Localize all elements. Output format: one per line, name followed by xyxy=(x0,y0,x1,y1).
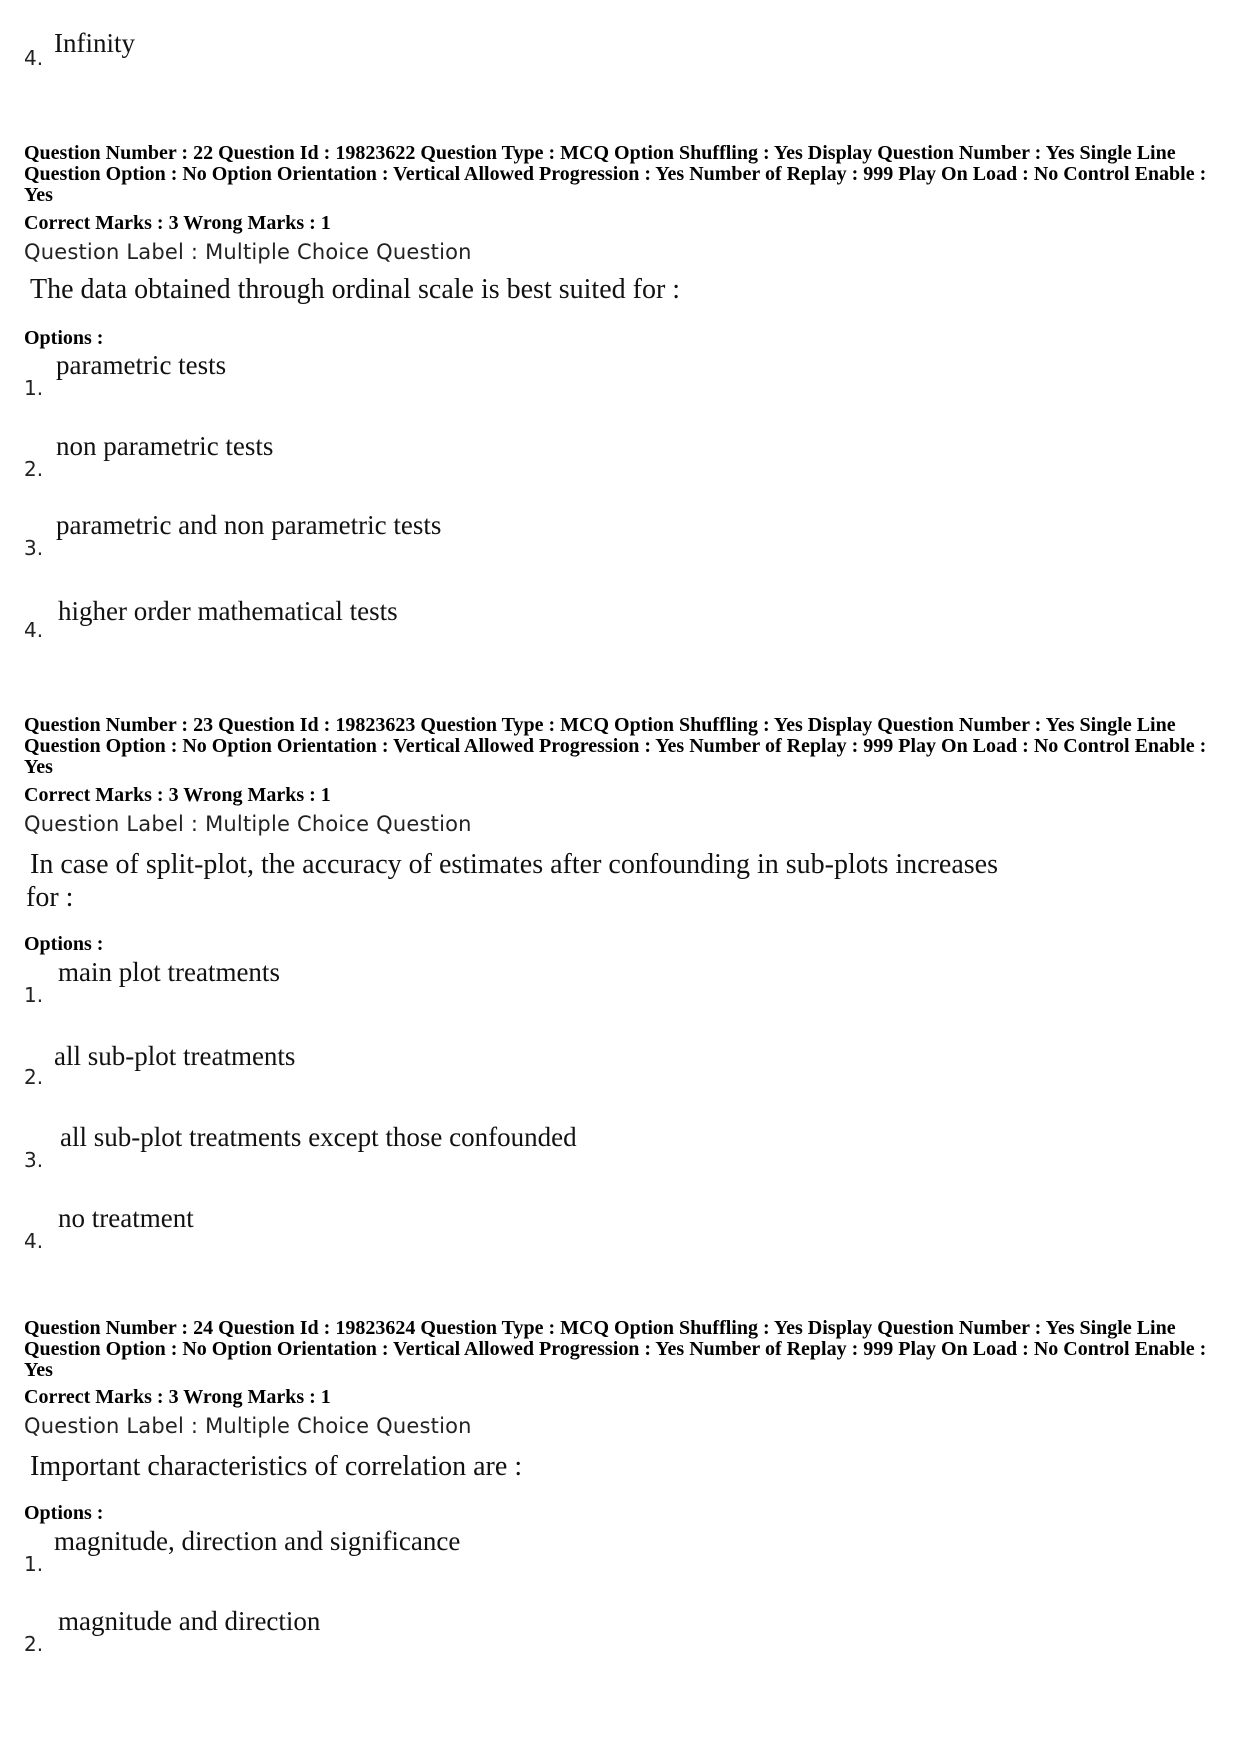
question-label: Question Label : Multiple Choice Question xyxy=(24,812,472,836)
question-label: Question Label : Multiple Choice Question xyxy=(24,240,472,264)
option-number: 3. xyxy=(24,1148,44,1172)
question-label: Question Label : Multiple Choice Question xyxy=(24,1414,472,1438)
option-text: all sub-plot treatments xyxy=(54,1041,296,1071)
options-header: Options : xyxy=(24,933,104,955)
option-text: parametric and non parametric tests xyxy=(56,510,442,540)
options-header: Options : xyxy=(24,1502,104,1524)
option-text: higher order mathematical tests xyxy=(58,596,398,626)
option-text: all sub-plot treatments except those confounded xyxy=(60,1122,577,1152)
option-text: no treatment xyxy=(58,1203,194,1233)
question-text: Important characteristics of correlation are : xyxy=(30,1451,523,1482)
option-number: 1. xyxy=(24,376,44,400)
option-number: 2. xyxy=(24,1065,44,1089)
option-text: Infinity xyxy=(54,28,135,58)
option-number: 4. xyxy=(24,46,44,70)
option-number: 3. xyxy=(24,536,44,560)
option-number: 2. xyxy=(24,1632,44,1656)
option-number: 4. xyxy=(24,1229,44,1253)
options-header: Options : xyxy=(24,327,104,349)
question-text: The data obtained through ordinal scale is best suited for : xyxy=(30,274,681,305)
question-text-line-2: for : xyxy=(26,882,74,913)
option-number: 1. xyxy=(24,983,44,1007)
option-text: non parametric tests xyxy=(56,431,274,461)
option-number: 2. xyxy=(24,457,44,481)
option-text: main plot treatments xyxy=(58,957,280,987)
question-marks: Correct Marks : 3 Wrong Marks : 1 xyxy=(24,212,331,234)
option-number: 1. xyxy=(24,1552,44,1576)
question-meta: Question Number : 24 Question Id : 19823624 Question Type : MCQ Option Shuffling : Yes Display Question Number : Yes Single Line Question Option : No Option Orientation : Vertical Allowed Progression : Yes Number of Replay : 999 Play On Load : No Control Enable : Yes xyxy=(24,1317,1207,1381)
question-text-line-1: In case of split-plot, the accuracy of estimates after confounding in sub-plots increases xyxy=(30,849,999,880)
question-marks: Correct Marks : 3 Wrong Marks : 1 xyxy=(24,784,331,806)
option-number: 4. xyxy=(24,618,44,642)
question-marks: Correct Marks : 3 Wrong Marks : 1 xyxy=(24,1386,331,1408)
question-meta: Question Number : 22 Question Id : 19823622 Question Type : MCQ Option Shuffling : Yes Display Question Number : Yes Single Line Question Option : No Option Orientation : Vertical Allowed Progression : Yes Number of Replay : 999 Play On Load : No Control Enable : Yes xyxy=(24,142,1207,206)
option-text: parametric tests xyxy=(56,350,227,380)
option-text: magnitude and direction xyxy=(58,1606,321,1636)
question-meta: Question Number : 23 Question Id : 19823623 Question Type : MCQ Option Shuffling : Yes Display Question Number : Yes Single Line Question Option : No Option Orientation : Vertical Allowed Progression : Yes Number of Replay : 999 Play On Load : No Control Enable : Yes xyxy=(24,714,1207,778)
option-text: magnitude, direction and significance xyxy=(54,1526,461,1556)
